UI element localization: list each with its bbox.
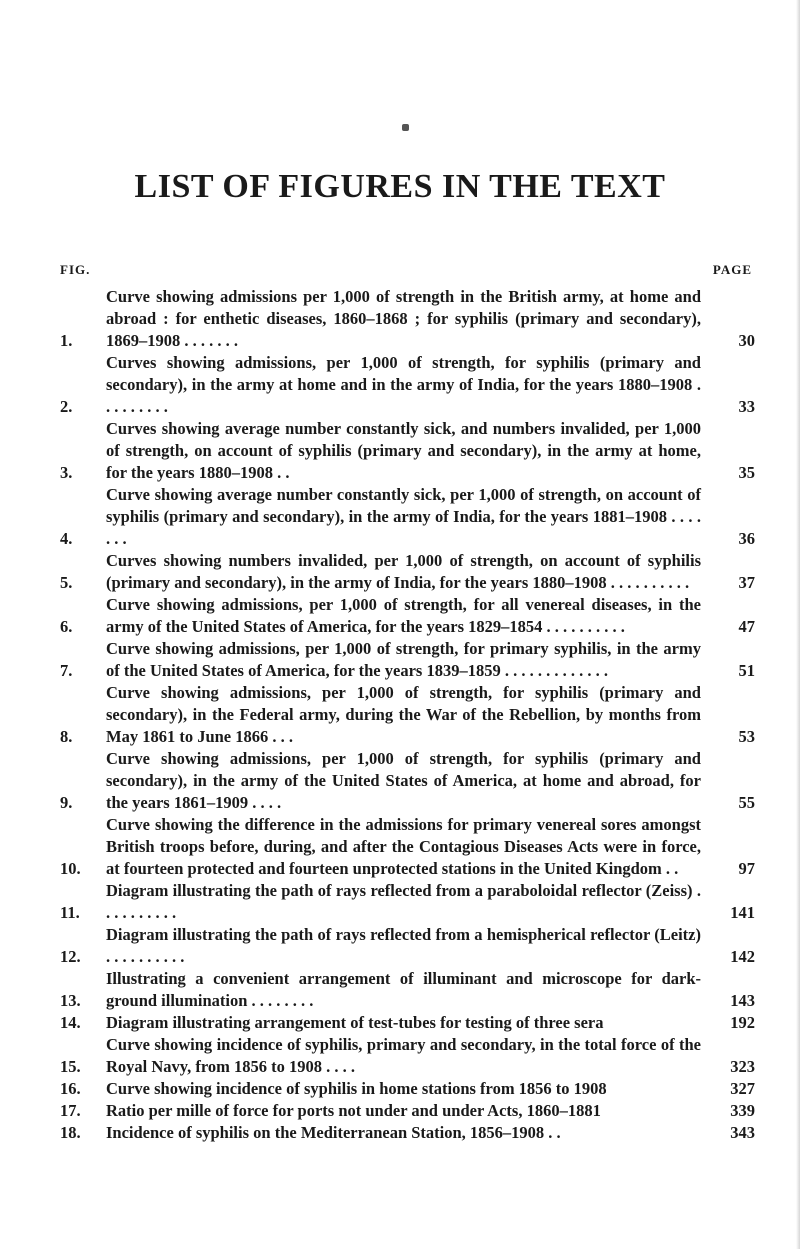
figure-number: 8. — [60, 727, 73, 746]
figure-number: 1. — [60, 331, 73, 350]
figure-number: 5. — [60, 573, 73, 592]
figure-entry — [60, 550, 755, 594]
figure-description: Diagram illustrating the path of rays reflected from a paraboloidal reflector (Zeiss) . . . . . . . . . . — [106, 881, 701, 922]
figure-entry — [60, 1034, 755, 1078]
figure-page-number: 339 — [730, 1101, 755, 1120]
figure-entry — [60, 594, 755, 638]
figure-description: Ratio per mille of force for ports not under and under Acts, 1860–1881 — [106, 1101, 601, 1120]
figure-entry — [60, 638, 755, 682]
figure-entry — [60, 682, 755, 748]
figure-entry — [60, 1012, 755, 1034]
figure-number: 10. — [60, 859, 81, 878]
figure-number: 14. — [60, 1013, 81, 1032]
figure-number: 6. — [60, 617, 73, 636]
figure-number: 9. — [60, 793, 73, 812]
figure-number: 13. — [60, 991, 81, 1010]
ink-dot — [402, 124, 409, 131]
figure-page-number: 97 — [738, 859, 755, 878]
figure-description: Curve showing incidence of syphilis in home stations from 1856 to 1908 — [106, 1079, 607, 1098]
figure-description: Curve showing the difference in the admissions for primary venereal sores amongst British troops before, during, and after the Contagious Diseases Acts were in force, at fourteen protected and fourteen unprotected stations in the United Kingdom . . — [106, 815, 701, 878]
figure-entry — [60, 1078, 755, 1100]
figure-page-number: 53 — [738, 727, 755, 746]
figure-description: Curves showing admissions, per 1,000 of strength, for syphilis (primary and secondary), in the army at home and in the army of India, for the years 1880–1908 . . . . . . . . . — [106, 353, 701, 416]
figure-number: 18. — [60, 1123, 81, 1142]
figure-description: Incidence of syphilis on the Mediterranean Station, 1856–1908 . . — [106, 1123, 561, 1142]
figure-description: Curve showing admissions, per 1,000 of strength, for primary syphilis, in the army of the United States of America, for the years 1839–1859 . . . . . . . . . . . . . — [106, 639, 701, 680]
figure-description: Curve showing admissions per 1,000 of strength in the British army, at home and abroad : for enthetic diseases, 1860–1868 ; for syphilis (primary and secondary), 1869–1908 . . . . . . . — [106, 287, 701, 350]
figure-description: Diagram illustrating the path of rays reflected from a hemispherical reflector (Leitz) . . . . . . . . . . — [106, 925, 701, 966]
figure-list — [60, 286, 755, 1144]
figure-page-number: 343 — [730, 1123, 755, 1142]
figure-page-number: 143 — [730, 991, 755, 1010]
figure-page-number: 36 — [738, 529, 755, 548]
page-edge-shadow — [796, 0, 800, 1249]
figure-description: Curves showing average number constantly sick, and numbers invalided, per 1,000 of strength, on account of syphilis (primary and secondary), in the army at home, for the years 1880–1908 . . — [106, 419, 701, 482]
figure-number: 7. — [60, 661, 73, 680]
fig-column-header: FIG. — [60, 262, 91, 277]
figure-number: 12. — [60, 947, 81, 966]
figure-number: 15. — [60, 1057, 81, 1076]
figure-page-number: 30 — [738, 331, 755, 350]
figure-page-number: 55 — [738, 793, 755, 812]
page-title: LIST OF FIGURES IN THE TEXT — [134, 168, 666, 205]
figure-number: 11. — [60, 903, 80, 922]
figure-page-number: 33 — [738, 397, 755, 416]
figure-description: Curve showing admissions, per 1,000 of strength, for all venereal diseases, in the army of the United States of America, for the years 1829–1854 . . . . . . . . . . — [106, 595, 701, 636]
figure-page-number: 192 — [730, 1013, 755, 1032]
figure-number: 17. — [60, 1101, 81, 1120]
figure-description: Diagram illustrating arrangement of test-tubes for testing of three sera — [106, 1013, 604, 1032]
figure-page-number: 142 — [730, 947, 755, 966]
figure-entry — [60, 352, 755, 418]
figure-number: 16. — [60, 1079, 81, 1098]
page-column-header: PAGE — [712, 262, 752, 277]
figure-number: 3. — [60, 463, 73, 482]
figure-description: Curve showing incidence of syphilis, primary and secondary, in the total force of the Royal Navy, from 1856 to 1908 . . . . — [106, 1035, 701, 1076]
figure-description: Curve showing average number constantly sick, per 1,000 of strength, on account of syphilis (primary and secondary), in the army of India, for the years 1881–1908 . . . . . . . — [106, 485, 701, 548]
figure-description: Curves showing numbers invalided, per 1,000 of strength, on account of syphilis (primary and secondary), in the army of India, for the years 1880–1908 . . . . . . . . . . — [106, 551, 701, 592]
figure-description: Curve showing admissions, per 1,000 of strength, for syphilis (primary and secondary), in the army of the United States of America, at home and abroad, for the years 1861–1909 . . . . — [106, 749, 701, 812]
figure-description: Curve showing admissions, per 1,000 of strength, for syphilis (primary and secondary), in the Federal army, during the War of the Rebellion, by months from May 1861 to June 1866 . . . — [106, 683, 701, 746]
figure-entry — [60, 814, 755, 880]
figure-entry — [60, 1122, 755, 1144]
figure-entry — [60, 748, 755, 814]
figure-entry — [60, 418, 755, 484]
figure-description: Illustrating a convenient arrangement of illuminant and microscope for dark-ground illumination . . . . . . . . — [106, 969, 701, 1010]
figure-page-number: 51 — [738, 661, 755, 680]
figure-page-number: 35 — [738, 463, 755, 482]
figure-page-number: 141 — [730, 903, 755, 922]
figure-page-number: 37 — [738, 573, 755, 592]
figure-page-number: 327 — [730, 1079, 755, 1098]
figure-entry — [60, 880, 755, 924]
figure-number: 2. — [60, 397, 73, 416]
figure-entry — [60, 968, 755, 1012]
figure-number: 4. — [60, 529, 73, 548]
figure-entry — [60, 484, 755, 550]
figure-page-number: 323 — [730, 1057, 755, 1076]
figure-entry — [60, 924, 755, 968]
figure-entry — [60, 1100, 755, 1122]
figure-entry — [60, 286, 755, 352]
figure-page-number: 47 — [738, 617, 755, 636]
